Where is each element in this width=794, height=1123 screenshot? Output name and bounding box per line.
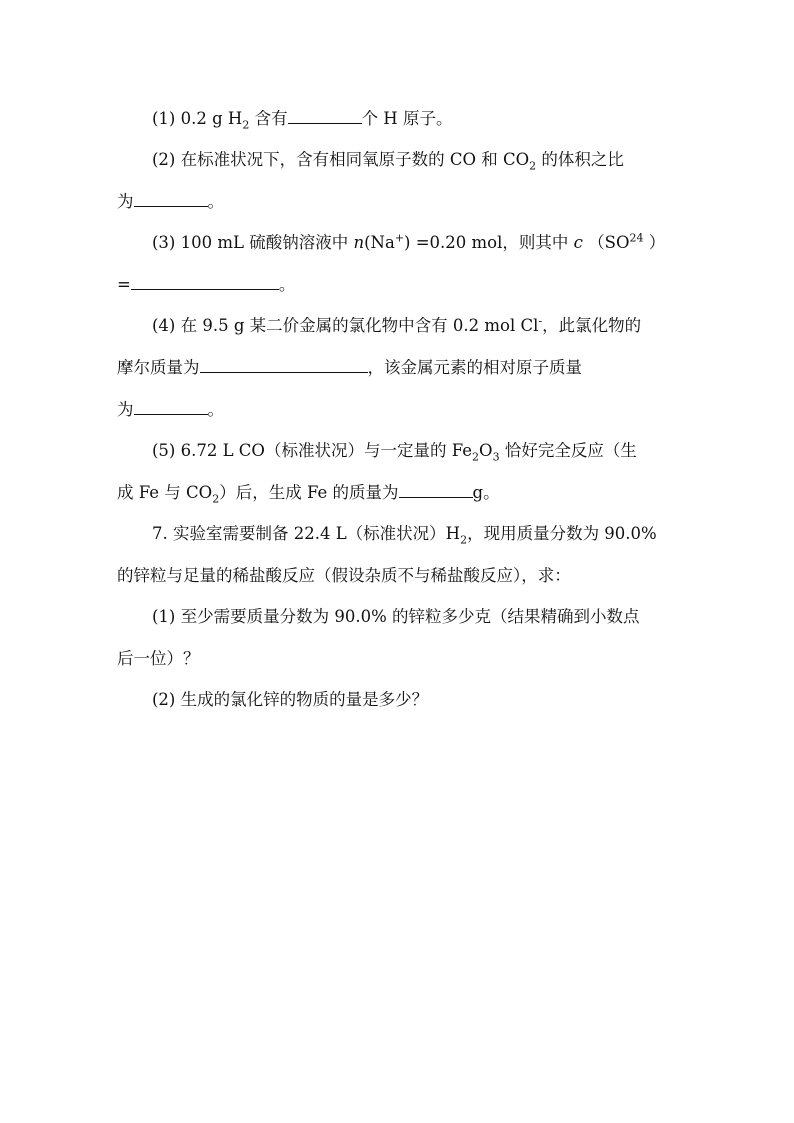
question-text: 。 bbox=[278, 275, 296, 294]
question-text: 为 bbox=[117, 192, 134, 211]
superscript: 4 bbox=[636, 231, 644, 245]
variable-n: n bbox=[353, 233, 365, 252]
subscript: 2 bbox=[529, 159, 537, 173]
question-text: ) =0.20 mol，则其中 bbox=[404, 233, 569, 252]
question-text: 6.72 L CO（标准状况）与一定量的 Fe bbox=[180, 441, 473, 460]
question-text: 含有 bbox=[254, 109, 288, 128]
question-text: （SO bbox=[588, 233, 630, 252]
superscript: 2 bbox=[629, 231, 637, 245]
question-text: g。 bbox=[472, 483, 500, 502]
question-7-line-1 bbox=[152, 523, 657, 545]
question-text: 0.2 g H bbox=[180, 109, 243, 128]
question-text: ）后，生成 Fe 的质量为 bbox=[219, 483, 399, 502]
question-text: 100 mL 硫酸钠溶液中 bbox=[180, 233, 349, 252]
question-3-line-2 bbox=[117, 273, 295, 296]
question-7-part-1-line-2 bbox=[117, 648, 200, 670]
subscript: 3 bbox=[492, 450, 500, 464]
question-4-line-2 bbox=[117, 356, 582, 379]
question-text: 后一位）？ bbox=[117, 649, 200, 668]
question-number: (5) bbox=[152, 441, 176, 460]
question-text: ，该金属元素的相对原子质量 bbox=[367, 358, 582, 377]
question-number: (4) bbox=[152, 316, 176, 335]
question-2-line-2 bbox=[117, 190, 224, 213]
question-text: 的锌粒与足量的稀盐酸反应（假设杂质不与稀盐酸反应），求： bbox=[117, 566, 571, 585]
question-1 bbox=[152, 107, 452, 130]
question-text: 摩尔质量为 bbox=[117, 358, 200, 377]
subscript: 2 bbox=[472, 450, 480, 464]
question-5-line-1 bbox=[152, 440, 637, 462]
subscript: 2 bbox=[242, 118, 250, 132]
question-7-line-2 bbox=[117, 565, 571, 587]
question-4-line-1 bbox=[152, 315, 641, 337]
question-4-line-3 bbox=[117, 398, 224, 421]
question-text: 在标准状况下，含有相同氧原子数的 CO 和 CO bbox=[180, 150, 530, 169]
question-text: 至少需要质量分数为 90.0% 的锌粒多少克（结果精确到小数点 bbox=[180, 607, 640, 626]
question-5-line-2 bbox=[117, 481, 500, 504]
variable-c: c bbox=[573, 233, 583, 252]
superscript: + bbox=[394, 231, 405, 245]
question-text: ，此氯化物的 bbox=[542, 316, 642, 335]
question-text: (Na bbox=[364, 233, 395, 252]
question-number: (3) bbox=[152, 233, 176, 252]
question-7-part-1-line-1 bbox=[152, 606, 640, 628]
question-7-part-2 bbox=[152, 689, 428, 711]
subscript: 2 bbox=[460, 533, 468, 547]
answer-blank[interactable] bbox=[134, 398, 208, 415]
question-number: (1) bbox=[152, 607, 176, 626]
question-text: 7. 实验室需要制备 22.4 L（标准状况）H bbox=[152, 524, 461, 543]
question-text: 个 H 原子。 bbox=[361, 109, 453, 128]
question-3-line-1 bbox=[152, 232, 665, 254]
question-text: 成 Fe 与 CO bbox=[117, 483, 213, 502]
subscript: 2 bbox=[212, 492, 220, 506]
question-text: 的体积之比 bbox=[541, 150, 624, 169]
question-text: 在 9.5 g 某二价金属的氯化物中含有 0.2 mol Cl bbox=[180, 316, 539, 335]
question-number: (1) bbox=[152, 109, 176, 128]
question-text: 恰好完全反应（生 bbox=[504, 441, 637, 460]
question-text: 。 bbox=[207, 400, 224, 419]
answer-blank[interactable] bbox=[200, 356, 368, 373]
question-text: 。 bbox=[207, 192, 224, 211]
answer-blank[interactable] bbox=[288, 107, 362, 124]
question-text: 为 bbox=[117, 400, 134, 419]
answer-blank[interactable] bbox=[134, 190, 208, 207]
question-text: O bbox=[479, 441, 493, 460]
question-2-line-1 bbox=[152, 149, 624, 171]
question-text: ） bbox=[648, 233, 666, 252]
question-number: (2) bbox=[152, 150, 176, 169]
answer-blank[interactable] bbox=[399, 481, 473, 498]
answer-blank[interactable] bbox=[131, 273, 279, 290]
question-text: 生成的氯化锌的物质的量是多少？ bbox=[180, 690, 429, 709]
question-text: ，现用质量分数为 90.0% bbox=[467, 524, 657, 543]
superscript: - bbox=[538, 314, 543, 328]
question-text: = bbox=[117, 275, 131, 294]
question-number: (2) bbox=[152, 690, 176, 709]
